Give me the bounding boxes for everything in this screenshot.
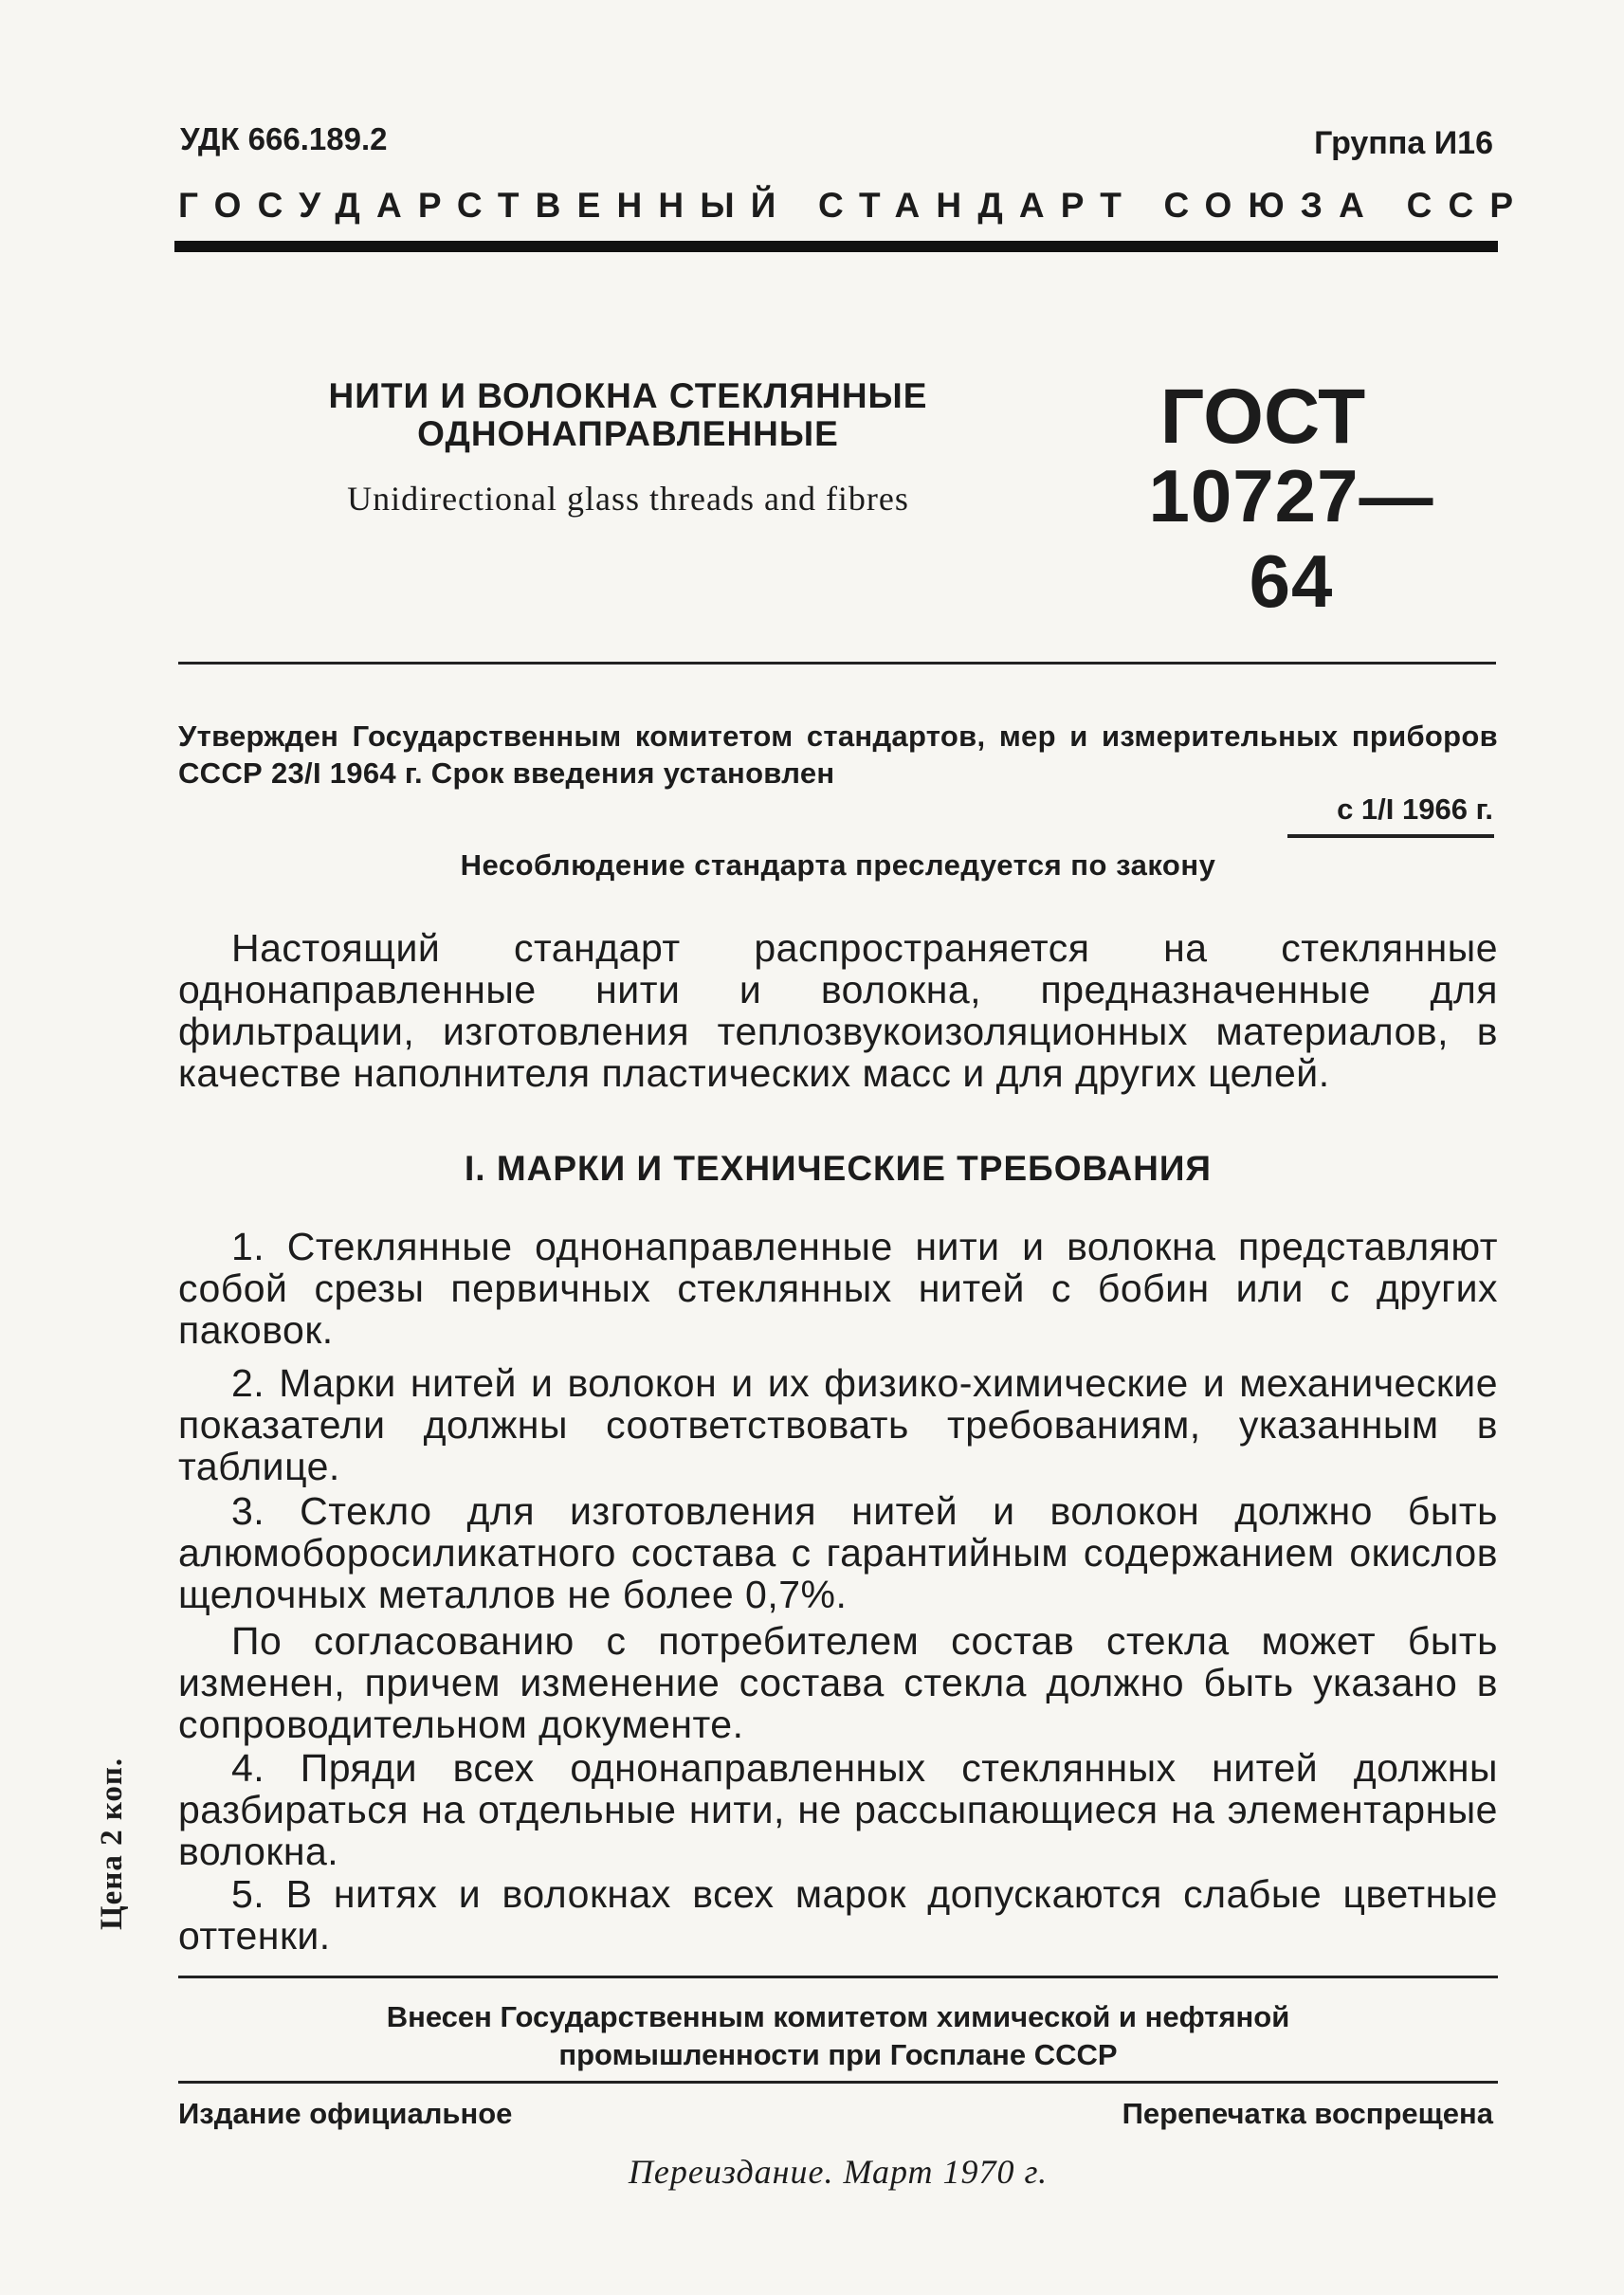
intro-paragraph: Настоящий стандарт распространяется на стеклянные однонаправленные нити и волокна, предназначенные для фильтрации, изготовления теплозвукоизоляционных материалов, в качестве наполнителя пластических масс и для других целей. — [178, 926, 1498, 1095]
title-line-1: НИТИ И ВОЛОКНА СТЕКЛЯННЫЕ — [328, 376, 928, 415]
approval-statement: Утвержден Государственным комитетом стандартов, мер и измерительных приборов СССР 23/I 1964 г. Срок введения установлен — [178, 719, 1498, 790]
footer-divider-top — [178, 1976, 1498, 1978]
effective-date-underline — [1287, 834, 1494, 838]
requirement-item-4: 4. Пряди всех однонаправленных стеклянных нитей должны разбираться на отдельные нити, не рассыпающиеся на элементарные волокна. — [178, 1746, 1498, 1873]
document-title — [313, 377, 943, 453]
requirement-item-1: 1. Стеклянные однонаправленные нити и волокна представляют собой срезы первичных стеклянных нитей с бобин или с других паковок. — [178, 1225, 1498, 1352]
gost-number: 10727—64 — [1148, 454, 1434, 623]
gost-label: ГОСТ — [1159, 373, 1366, 460]
udk-code: УДК 666.189.2 — [180, 121, 388, 156]
english-subtitle: Unidirectional glass threads and fibres — [347, 480, 909, 518]
requirement-item-2: 2. Марки нитей и волокон и их физико-химические и механические показатели должны соответствовать требованиям, указанным в таблице. — [178, 1361, 1498, 1488]
introduced-line-1: Внесен Государственным комитетом химической и нефтяной — [386, 2000, 1290, 2033]
requirement-item-5: 5. В нитях и волокнах всех марок допускаются слабые цветные оттенки. — [178, 1872, 1498, 1958]
footer-divider-bottom — [178, 2081, 1498, 2084]
state-standard-heading: ГОСУДАРСТВЕННЫЙ СТАНДАРТ СОЮЗА ССР — [178, 186, 1530, 225]
introduced-by — [178, 1998, 1498, 2074]
effective-date: с 1/I 1966 г. — [1337, 792, 1493, 826]
reissue-date: Переиздание. Март 1970 г. — [628, 2153, 1049, 2191]
price-margin-note: Цена 2 коп. — [95, 1757, 129, 1930]
title-divider — [178, 662, 1496, 665]
official-edition: Издание официальное — [178, 2097, 513, 2130]
introduced-line-2: промышленности при Госплане СССР — [558, 2038, 1118, 2071]
section-heading: I. МАРКИ И ТЕХНИЧЕСКИЕ ТРЕБОВАНИЯ — [464, 1149, 1213, 1188]
requirement-item-3: 3. Стекло для изготовления нитей и волокон должно быть алюмоборосиликатного состава с гарантийным содержанием окислов щелочных металлов не более 0,7%. — [178, 1489, 1498, 1616]
law-notice: Несоблюдение стандарта преследуется по закону — [460, 848, 1216, 882]
title-line-2: ОДНОНАПРАВЛЕННЫЕ — [417, 414, 839, 453]
requirement-item-3-note: По согласованию с потребителем состав стекла может быть изменен, причем изменение состава стекла должно быть указано в сопроводительном документе. — [178, 1619, 1498, 1746]
group-code: Группа И16 — [1314, 125, 1493, 161]
header-thick-rule — [174, 241, 1498, 252]
reprint-prohibited: Перепечатка воспрещена — [1122, 2097, 1493, 2130]
